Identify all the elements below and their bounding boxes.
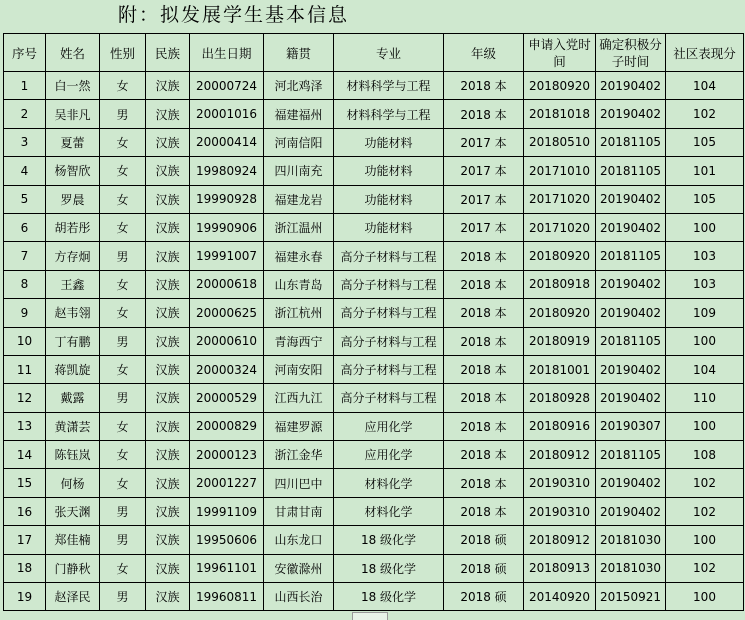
cell-gender: 女 [100, 128, 146, 156]
cell-grade: 2018 本 [444, 469, 524, 497]
cell-birthdate: 19990906 [190, 213, 264, 241]
table-body [4, 72, 744, 611]
cell-major: 材料科学与工程 [334, 100, 444, 128]
cell-birthdate: 20000610 [190, 327, 264, 355]
cell-hometown: 甘肃甘南 [264, 497, 334, 525]
table-row [4, 157, 744, 185]
header-gender: 性别 [100, 34, 146, 72]
cell-activist-date: 20190402 [596, 384, 666, 412]
cell-gender: 女 [100, 157, 146, 185]
cell-name: 张天渊 [46, 497, 100, 525]
cell-major: 高分子材料与工程 [334, 299, 444, 327]
cell-activist-date: 20181030 [596, 554, 666, 582]
cell-ethnicity: 汉族 [146, 469, 190, 497]
cell-application-date: 20180912 [524, 441, 596, 469]
cell-major: 高分子材料与工程 [334, 270, 444, 298]
cell-grade: 2018 本 [444, 299, 524, 327]
table-row [4, 526, 744, 554]
cell-application-date: 20171010 [524, 157, 596, 185]
cell-birthdate: 20000414 [190, 128, 264, 156]
cell-name: 王鑫 [46, 270, 100, 298]
cell-ethnicity: 汉族 [146, 554, 190, 582]
cell-major: 功能材料 [334, 128, 444, 156]
cell-grade: 2018 硕 [444, 554, 524, 582]
cell-gender: 女 [100, 441, 146, 469]
table-header-row [4, 34, 744, 72]
cell-grade: 2018 本 [444, 441, 524, 469]
cell-index: 18 [4, 554, 46, 582]
header-grade: 年级 [444, 34, 524, 72]
cell-activist-date: 20190402 [596, 469, 666, 497]
table-row [4, 441, 744, 469]
cell-ethnicity: 汉族 [146, 299, 190, 327]
cell-activist-date: 20190402 [596, 497, 666, 525]
cell-ethnicity: 汉族 [146, 412, 190, 440]
cell-community-score: 104 [666, 355, 744, 383]
cell-grade: 2018 本 [444, 270, 524, 298]
header-application-date: 申请入党时间 [524, 34, 596, 72]
cell-hometown: 四川南充 [264, 157, 334, 185]
cell-activist-date: 20181105 [596, 327, 666, 355]
cell-major: 材料科学与工程 [334, 72, 444, 100]
cell-application-date: 20180920 [524, 242, 596, 270]
cell-birthdate: 19980924 [190, 157, 264, 185]
cell-major: 18 级化学 [334, 554, 444, 582]
cell-birthdate: 20001016 [190, 100, 264, 128]
cell-community-score: 100 [666, 213, 744, 241]
cell-ethnicity: 汉族 [146, 327, 190, 355]
cell-ethnicity: 汉族 [146, 441, 190, 469]
cell-hometown: 河南信阳 [264, 128, 334, 156]
cell-grade: 2017 本 [444, 213, 524, 241]
cell-application-date: 20180920 [524, 72, 596, 100]
page-title: 附：拟发展学生基本信息 [118, 4, 350, 26]
cell-ethnicity: 汉族 [146, 100, 190, 128]
cell-major: 材料化学 [334, 469, 444, 497]
cell-community-score: 103 [666, 242, 744, 270]
cell-grade: 2018 本 [444, 497, 524, 525]
cell-gender: 男 [100, 497, 146, 525]
cell-name: 蒋凯旋 [46, 355, 100, 383]
cell-index: 4 [4, 157, 46, 185]
cell-birthdate: 19961101 [190, 554, 264, 582]
cell-community-score: 105 [666, 128, 744, 156]
cell-hometown: 河北鸡泽 [264, 72, 334, 100]
table-row [4, 242, 744, 270]
cell-birthdate: 20000324 [190, 355, 264, 383]
cell-birthdate: 19991109 [190, 497, 264, 525]
cell-major: 功能材料 [334, 213, 444, 241]
cell-ethnicity: 汉族 [146, 583, 190, 611]
cell-gender: 女 [100, 554, 146, 582]
cell-hometown: 福建永春 [264, 242, 334, 270]
table-row [4, 355, 744, 383]
cell-community-score: 104 [666, 72, 744, 100]
cell-name: 杨智欣 [46, 157, 100, 185]
cell-application-date: 20180916 [524, 412, 596, 440]
table-row [4, 469, 744, 497]
cell-gender: 女 [100, 213, 146, 241]
table-row [4, 327, 744, 355]
cell-ethnicity: 汉族 [146, 242, 190, 270]
cell-index: 10 [4, 327, 46, 355]
cell-hometown: 山东龙口 [264, 526, 334, 554]
cell-ethnicity: 汉族 [146, 384, 190, 412]
cell-grade: 2017 本 [444, 157, 524, 185]
cell-hometown: 河南安阳 [264, 355, 334, 383]
header-birthdate: 出生日期 [190, 34, 264, 72]
cell-grade: 2018 本 [444, 242, 524, 270]
table-row [4, 412, 744, 440]
cell-activist-date: 20190402 [596, 355, 666, 383]
cell-major: 高分子材料与工程 [334, 355, 444, 383]
cell-name: 戴露 [46, 384, 100, 412]
cell-gender: 女 [100, 185, 146, 213]
cell-gender: 男 [100, 327, 146, 355]
cell-application-date: 20181001 [524, 355, 596, 383]
cell-birthdate: 20000625 [190, 299, 264, 327]
header-activist-date: 确定积极分子时间 [596, 34, 666, 72]
cell-community-score: 100 [666, 583, 744, 611]
cell-name: 赵韦翎 [46, 299, 100, 327]
cell-index: 13 [4, 412, 46, 440]
cell-name: 罗晨 [46, 185, 100, 213]
cell-gender: 女 [100, 299, 146, 327]
table-row [4, 213, 744, 241]
cell-index: 15 [4, 469, 46, 497]
cell-name: 郑佳楠 [46, 526, 100, 554]
cell-name: 方存炯 [46, 242, 100, 270]
cell-birthdate: 19991007 [190, 242, 264, 270]
cell-major: 18 级化学 [334, 583, 444, 611]
cell-major: 高分子材料与工程 [334, 327, 444, 355]
cell-community-score: 101 [666, 157, 744, 185]
cell-major: 功能材料 [334, 157, 444, 185]
cell-index: 6 [4, 213, 46, 241]
cell-community-score: 102 [666, 469, 744, 497]
cell-grade: 2018 本 [444, 327, 524, 355]
table-row [4, 497, 744, 525]
cell-birthdate: 20001227 [190, 469, 264, 497]
cell-hometown: 青海西宁 [264, 327, 334, 355]
header-hometown: 籍贯 [264, 34, 334, 72]
cell-name: 黄潇芸 [46, 412, 100, 440]
cell-hometown: 山西长治 [264, 583, 334, 611]
cell-activist-date: 20190402 [596, 299, 666, 327]
header-index: 序号 [4, 34, 46, 72]
cell-grade: 2017 本 [444, 185, 524, 213]
cell-name: 丁有鹏 [46, 327, 100, 355]
cell-community-score: 100 [666, 327, 744, 355]
cell-application-date: 20180510 [524, 128, 596, 156]
cell-application-date: 20180913 [524, 554, 596, 582]
cell-community-score: 102 [666, 554, 744, 582]
cell-application-date: 20180912 [524, 526, 596, 554]
cell-birthdate: 20000529 [190, 384, 264, 412]
cell-name: 赵泽民 [46, 583, 100, 611]
student-table [3, 33, 744, 611]
cell-ethnicity: 汉族 [146, 185, 190, 213]
cell-activist-date: 20190402 [596, 213, 666, 241]
cell-community-score: 102 [666, 497, 744, 525]
cell-activist-date: 20190402 [596, 270, 666, 298]
cell-major: 应用化学 [334, 441, 444, 469]
cell-gender: 男 [100, 583, 146, 611]
header-ethnicity: 民族 [146, 34, 190, 72]
cell-gender: 女 [100, 355, 146, 383]
cell-activist-date: 20190307 [596, 412, 666, 440]
cell-grade: 2018 本 [444, 384, 524, 412]
cell-major: 功能材料 [334, 185, 444, 213]
cell-name: 何杨 [46, 469, 100, 497]
cell-activist-date: 20150921 [596, 583, 666, 611]
cell-grade: 2018 硕 [444, 583, 524, 611]
cell-index: 16 [4, 497, 46, 525]
cell-grade: 2018 本 [444, 412, 524, 440]
cell-hometown: 安徽滁州 [264, 554, 334, 582]
cell-application-date: 20180928 [524, 384, 596, 412]
cell-community-score: 100 [666, 412, 744, 440]
cell-index: 11 [4, 355, 46, 383]
cell-index: 1 [4, 72, 46, 100]
header-name: 姓名 [46, 34, 100, 72]
table-row [4, 384, 744, 412]
cell-application-date: 20180919 [524, 327, 596, 355]
cell-activist-date: 20181105 [596, 441, 666, 469]
cell-major: 材料化学 [334, 497, 444, 525]
cell-grade: 2017 本 [444, 128, 524, 156]
cell-activist-date: 20181105 [596, 242, 666, 270]
cell-name: 胡若彤 [46, 213, 100, 241]
cell-major: 高分子材料与工程 [334, 242, 444, 270]
cell-ethnicity: 汉族 [146, 526, 190, 554]
cell-application-date: 20180920 [524, 299, 596, 327]
table-row [4, 554, 744, 582]
cell-gender: 女 [100, 270, 146, 298]
cell-index: 8 [4, 270, 46, 298]
cell-activist-date: 20190402 [596, 72, 666, 100]
cell-grade: 2018 本 [444, 355, 524, 383]
cell-community-score: 108 [666, 441, 744, 469]
sheet-tab-marker[interactable] [352, 612, 388, 620]
cell-index: 19 [4, 583, 46, 611]
cell-hometown: 山东青岛 [264, 270, 334, 298]
cell-hometown: 福建龙岩 [264, 185, 334, 213]
cell-birthdate: 20000618 [190, 270, 264, 298]
header-major: 专业 [334, 34, 444, 72]
cell-activist-date: 20181105 [596, 157, 666, 185]
cell-hometown: 福建罗源 [264, 412, 334, 440]
cell-name: 吴非凡 [46, 100, 100, 128]
table-row [4, 100, 744, 128]
cell-community-score: 103 [666, 270, 744, 298]
cell-hometown: 浙江杭州 [264, 299, 334, 327]
cell-hometown: 江西九江 [264, 384, 334, 412]
cell-community-score: 102 [666, 100, 744, 128]
cell-birthdate: 20000123 [190, 441, 264, 469]
cell-grade: 2018 本 [444, 100, 524, 128]
cell-community-score: 110 [666, 384, 744, 412]
cell-index: 7 [4, 242, 46, 270]
cell-activist-date: 20181030 [596, 526, 666, 554]
cell-ethnicity: 汉族 [146, 497, 190, 525]
cell-ethnicity: 汉族 [146, 157, 190, 185]
table-row [4, 583, 744, 611]
cell-activist-date: 20190402 [596, 100, 666, 128]
cell-major: 高分子材料与工程 [334, 384, 444, 412]
cell-ethnicity: 汉族 [146, 270, 190, 298]
cell-activist-date: 20190402 [596, 185, 666, 213]
cell-index: 2 [4, 100, 46, 128]
cell-index: 5 [4, 185, 46, 213]
table-row [4, 185, 744, 213]
table-row [4, 72, 744, 100]
table-row [4, 299, 744, 327]
cell-birthdate: 19950606 [190, 526, 264, 554]
cell-ethnicity: 汉族 [146, 213, 190, 241]
cell-birthdate: 19990928 [190, 185, 264, 213]
cell-birthdate: 19960811 [190, 583, 264, 611]
cell-hometown: 浙江金华 [264, 441, 334, 469]
cell-gender: 男 [100, 384, 146, 412]
cell-community-score: 109 [666, 299, 744, 327]
cell-ethnicity: 汉族 [146, 355, 190, 383]
table-row [4, 128, 744, 156]
cell-name: 夏蕾 [46, 128, 100, 156]
cell-index: 9 [4, 299, 46, 327]
cell-gender: 男 [100, 526, 146, 554]
cell-gender: 女 [100, 469, 146, 497]
cell-gender: 女 [100, 412, 146, 440]
header-community-score: 社区表现分 [666, 34, 744, 72]
cell-application-date: 20140920 [524, 583, 596, 611]
cell-hometown: 福建福州 [264, 100, 334, 128]
cell-index: 3 [4, 128, 46, 156]
cell-name: 门静秋 [46, 554, 100, 582]
cell-index: 14 [4, 441, 46, 469]
cell-community-score: 100 [666, 526, 744, 554]
cell-index: 12 [4, 384, 46, 412]
cell-application-date: 20190310 [524, 469, 596, 497]
cell-grade: 2018 硕 [444, 526, 524, 554]
cell-application-date: 20171020 [524, 213, 596, 241]
cell-application-date: 20181018 [524, 100, 596, 128]
cell-application-date: 20190310 [524, 497, 596, 525]
cell-ethnicity: 汉族 [146, 72, 190, 100]
cell-application-date: 20171020 [524, 185, 596, 213]
cell-gender: 男 [100, 100, 146, 128]
cell-application-date: 20180918 [524, 270, 596, 298]
cell-hometown: 四川巴中 [264, 469, 334, 497]
cell-birthdate: 20000829 [190, 412, 264, 440]
cell-name: 白一然 [46, 72, 100, 100]
cell-grade: 2018 本 [444, 72, 524, 100]
cell-hometown: 浙江温州 [264, 213, 334, 241]
cell-birthdate: 20000724 [190, 72, 264, 100]
table-row [4, 270, 744, 298]
cell-community-score: 105 [666, 185, 744, 213]
cell-gender: 男 [100, 242, 146, 270]
cell-major: 18 级化学 [334, 526, 444, 554]
cell-activist-date: 20181105 [596, 128, 666, 156]
cell-gender: 女 [100, 72, 146, 100]
cell-name: 陈钰岚 [46, 441, 100, 469]
cell-major: 应用化学 [334, 412, 444, 440]
cell-index: 17 [4, 526, 46, 554]
cell-ethnicity: 汉族 [146, 128, 190, 156]
